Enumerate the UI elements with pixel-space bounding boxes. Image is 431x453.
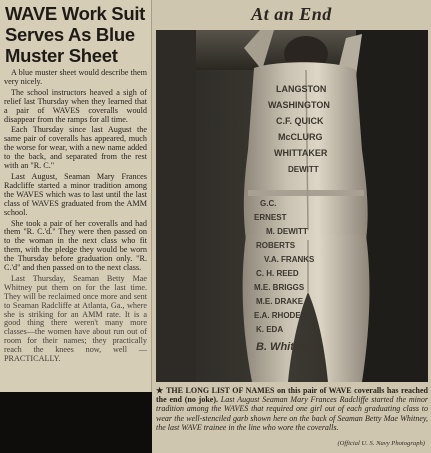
coverall-name: ERNEST <box>254 213 287 222</box>
article-body <box>4 69 147 364</box>
headline-line: Muster Sheet <box>5 45 118 66</box>
article-paragraph: Last August, Seaman Mary Frances Radcliffe started a minor tradition among the WAVES which was to last until the last class of WAVES graduated from the AMM school. <box>4 171 147 217</box>
photo-illustration <box>156 30 428 382</box>
article-paragraph: A blue muster sheet would describe them very nicely. <box>4 68 147 86</box>
article-paragraph: She took a pair of her coveralls and had them "R. C.'d." They were then passed on to the woman in the next class who fit them, with the pledge they would be worn the Thursday before graduation only. "R. C.'d" and then passed on to the next class. <box>4 218 147 273</box>
article-headline <box>5 3 147 66</box>
photo-column <box>152 0 431 453</box>
photo-credit: (Official U. S. Navy Photograph) <box>337 440 425 447</box>
coverall-name: C.F. QUICK <box>276 116 324 126</box>
coverall-name: WASHINGTON <box>268 100 330 110</box>
coverall-name: E.A. RHODES <box>254 311 307 320</box>
article-paragraph: Each Thursday since last August the same pair of coveralls has appeared, much the worse for wear, with a new name added to the back, and separated from the rest with an "R. C." <box>4 125 147 171</box>
coverall-name: McCLURG <box>278 132 323 142</box>
article-paragraph: Last Thursday, Seaman Betty Mae Whitney put them on for the last time. They will be reclaimed once more and sent to Seaman Radcliffe at Atlanta, Ga., where she is striking for an AMM rate. It is a good thing there weren't many more classes—the women have about run out of room for their names; they practically reach the knees now, well —PRACTICALLY. <box>4 273 147 364</box>
coverall-name: G.C. <box>260 199 277 208</box>
headline-line: WAVE Work Suit <box>5 3 146 24</box>
coveralls-photo <box>156 30 428 382</box>
photo-caption <box>156 386 428 432</box>
coverall-name: M.E. BRIGGS <box>254 283 305 292</box>
coverall-name: B. Whitney <box>256 341 313 353</box>
coverall-name: ROBERTS <box>256 241 296 250</box>
dark-background-area <box>0 392 152 453</box>
coverall-name: V.A. FRANKS <box>264 255 315 264</box>
coverall-name: C. H. REED <box>256 269 299 278</box>
article-column <box>0 0 152 392</box>
coverall-name: LANGSTON <box>276 84 327 94</box>
article-paragraph: The school instructors heaved a sigh of relief last Thursday when they learned that a pair of WAVES coveralls would disappear from the ramps for all time. <box>4 87 147 124</box>
caption-body: Last August Seaman Mary Frances Radcliffe started the minor tradition among the WAVES that required one girl out of each graduating class to wear the well-stenciled garb shown here on the back of Seaman Betty Mae Whitney, the last WAVE trainee in the line who wore the coveralls. <box>156 395 428 432</box>
coverall-name: K. EDA <box>256 325 284 334</box>
coverall-name: M. DEWITT <box>266 227 308 236</box>
photo-heading: At an End <box>251 4 332 24</box>
caption-lead: ★ THE LONG LIST OF NAMES on this pair of WAVE coveralls has reached the end (no joke). <box>156 386 428 405</box>
coverall-name: M.E. DRAKE <box>256 297 304 306</box>
headline-line: Serves As Blue <box>5 24 135 45</box>
coverall-name: DEWITT <box>288 165 319 174</box>
coverall-name: WHITTAKER <box>274 148 328 158</box>
